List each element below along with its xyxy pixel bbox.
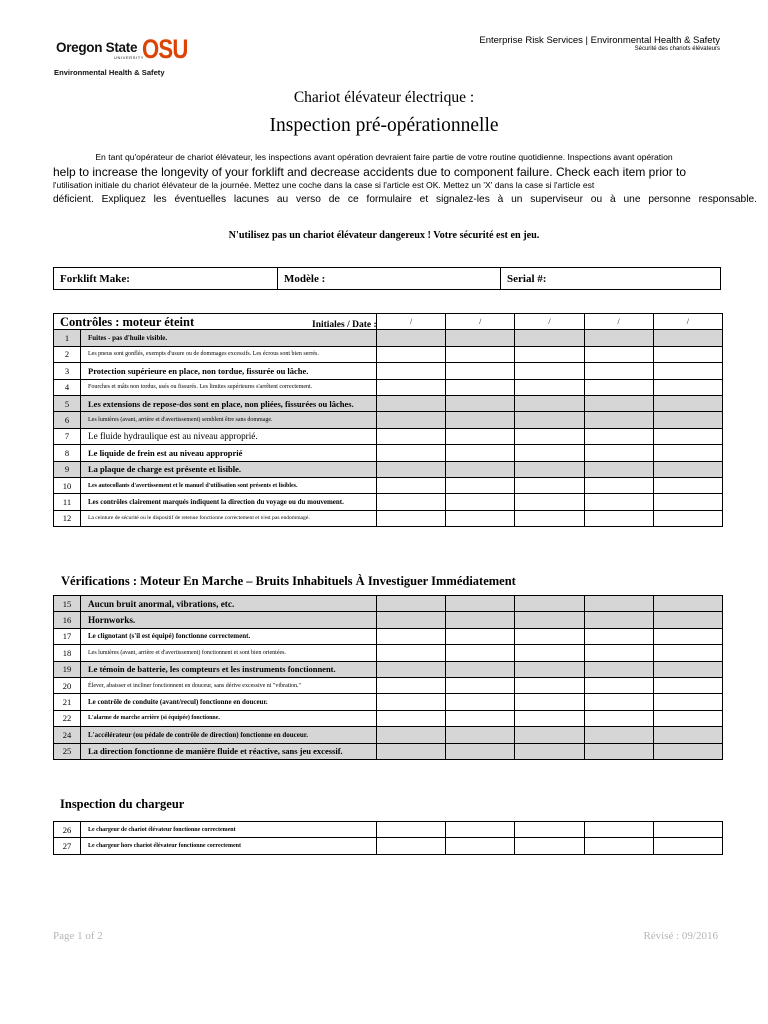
check-box[interactable]	[515, 428, 584, 444]
check-box[interactable]	[515, 363, 584, 379]
check-box[interactable]	[446, 727, 515, 743]
item-text: Les extensions de repose-dos sont en place, non pliées, fissurées ou lâches.	[81, 395, 377, 411]
check-box[interactable]	[377, 596, 446, 612]
logo-department: Environmental Health & Safety	[54, 68, 165, 77]
check-box[interactable]	[515, 661, 584, 677]
section-title-engine-off: Contrôles : moteur éteint	[60, 315, 195, 329]
check-box[interactable]	[377, 612, 446, 628]
check-box[interactable]	[584, 510, 653, 526]
check-box[interactable]	[515, 838, 584, 854]
check-box[interactable]	[377, 477, 446, 493]
checklist-row	[54, 445, 723, 461]
check-box[interactable]	[377, 727, 446, 743]
check-box[interactable]	[446, 445, 515, 461]
check-box[interactable]	[446, 838, 515, 854]
check-box[interactable]	[515, 596, 584, 612]
checklist-row	[54, 677, 723, 693]
check-box[interactable]	[653, 694, 722, 710]
check-box[interactable]	[377, 494, 446, 510]
check-box[interactable]	[653, 838, 722, 854]
item-number: 1	[54, 330, 81, 346]
check-box[interactable]	[446, 743, 515, 759]
item-number: 6	[54, 412, 81, 428]
item-text: Les pneus sont gonflés, exempts d'usure ou de dommages excessifs. Les écrous sont bien serrés.	[81, 346, 377, 362]
check-box[interactable]	[653, 612, 722, 628]
item-number: 20	[54, 677, 81, 693]
check-box[interactable]	[377, 445, 446, 461]
document-subtitle: Inspection pré-opérationnelle	[269, 115, 499, 136]
checklist-row	[54, 838, 723, 854]
forklift-info-box	[53, 267, 721, 290]
check-box[interactable]	[515, 477, 584, 493]
check-box[interactable]	[446, 363, 515, 379]
check-box[interactable]	[584, 612, 653, 628]
check-box[interactable]	[377, 743, 446, 759]
item-number: 21	[54, 694, 81, 710]
item-number: 9	[54, 461, 81, 477]
initials-date-cell[interactable]: /	[584, 314, 653, 330]
check-box[interactable]	[446, 628, 515, 644]
checklist-row	[54, 379, 723, 395]
item-number: 27	[54, 838, 81, 854]
check-box[interactable]	[446, 428, 515, 444]
check-box[interactable]	[446, 677, 515, 693]
check-box[interactable]	[515, 510, 584, 526]
check-box[interactable]	[515, 822, 584, 838]
check-box[interactable]	[377, 822, 446, 838]
check-box[interactable]	[584, 494, 653, 510]
check-box[interactable]	[377, 461, 446, 477]
check-box[interactable]	[515, 612, 584, 628]
check-box[interactable]	[446, 822, 515, 838]
safety-warning: N'utilisez pas un chariot élévateur dangereux ! Votre sécurité est en jeu.	[228, 230, 540, 241]
check-box[interactable]	[653, 727, 722, 743]
check-box[interactable]	[653, 363, 722, 379]
check-box[interactable]	[446, 645, 515, 661]
check-box[interactable]	[584, 596, 653, 612]
check-box[interactable]	[446, 477, 515, 493]
checklist-row	[54, 743, 723, 759]
check-box[interactable]	[584, 710, 653, 726]
item-number: 25	[54, 743, 81, 759]
checklist-row	[54, 477, 723, 493]
intro-line-4: déficient. Expliquez les éventuelles lacunes au verso de ce formulaire et signalez-les à un superviseur ou à une personne responsable.	[53, 194, 757, 205]
check-box[interactable]	[377, 379, 446, 395]
item-number: 26	[54, 822, 81, 838]
initials-date-cell[interactable]: /	[446, 314, 515, 330]
checklist-row	[54, 710, 723, 726]
check-box[interactable]	[515, 379, 584, 395]
logo-text: Oregon State	[56, 40, 138, 55]
check-box[interactable]	[653, 661, 722, 677]
osu-mark: OSU	[142, 34, 188, 64]
check-box[interactable]	[653, 494, 722, 510]
check-box[interactable]	[446, 346, 515, 362]
check-box[interactable]	[584, 822, 653, 838]
check-box[interactable]	[584, 661, 653, 677]
revision-date: Révisé : 09/2016	[643, 930, 718, 942]
checklist-row	[54, 822, 723, 838]
page-number: Page 1 of 2	[53, 930, 103, 942]
check-box[interactable]	[446, 612, 515, 628]
item-number: 24	[54, 727, 81, 743]
check-box[interactable]	[584, 428, 653, 444]
checklist-row	[54, 330, 723, 346]
check-box[interactable]	[515, 330, 584, 346]
check-box[interactable]	[377, 395, 446, 411]
charger-checklist	[53, 821, 723, 855]
check-box[interactable]	[377, 694, 446, 710]
item-number: 12	[54, 510, 81, 526]
initials-date-cell[interactable]: /	[515, 314, 584, 330]
checklist-row	[54, 395, 723, 411]
check-box[interactable]	[584, 461, 653, 477]
check-box[interactable]	[584, 346, 653, 362]
checklist-row	[54, 596, 723, 612]
check-box[interactable]	[446, 596, 515, 612]
check-box[interactable]	[515, 694, 584, 710]
item-text: Élever, abaisser et incliner fonctionnent en douceur, sans dérive excessive ni "vibration."	[81, 677, 377, 693]
item-number: 16	[54, 612, 81, 628]
check-box[interactable]	[446, 412, 515, 428]
item-text: La plaque de charge est présente et lisible.	[81, 461, 377, 477]
check-box[interactable]	[584, 445, 653, 461]
check-box[interactable]	[377, 628, 446, 644]
model-field[interactable]: Modèle :	[278, 268, 501, 289]
checklist-row	[54, 428, 723, 444]
check-box[interactable]	[446, 661, 515, 677]
check-box[interactable]	[653, 677, 722, 693]
check-box[interactable]	[377, 710, 446, 726]
check-box[interactable]	[515, 743, 584, 759]
item-text: Hornworks.	[81, 612, 377, 628]
item-number: 17	[54, 628, 81, 644]
check-box[interactable]	[584, 330, 653, 346]
intro-line-1: En tant qu'opérateur de chariot élévateur, les inspections avant opération devraient faire partie de votre routine quotidienne. Inspections avant opération	[95, 152, 673, 162]
check-box[interactable]	[584, 694, 653, 710]
check-box[interactable]	[584, 677, 653, 693]
engine-running-checklist	[53, 595, 723, 760]
initials-date-label: Initiales / Date :	[312, 320, 377, 330]
item-text: L'accélérateur (ou pédale de contrôle de direction) fonctionne en douceur.	[81, 727, 377, 743]
item-number: 22	[54, 710, 81, 726]
check-box[interactable]	[377, 510, 446, 526]
item-text: Les lumières (avant, arrière et d'avertissement) semblent être sans dommage.	[81, 412, 377, 428]
item-text: Aucun bruit anormal, vibrations, etc.	[81, 596, 377, 612]
check-box[interactable]	[653, 461, 722, 477]
check-box[interactable]	[515, 645, 584, 661]
item-text: Les lumières (avant, arrière et d'avertissement) fonctionnent et sont bien orientées.	[81, 645, 377, 661]
check-box[interactable]	[584, 727, 653, 743]
check-box[interactable]	[446, 461, 515, 477]
checklist-row	[54, 645, 723, 661]
item-number: 11	[54, 494, 81, 510]
initials-date-cell[interactable]: /	[653, 314, 722, 330]
check-box[interactable]	[377, 661, 446, 677]
check-box[interactable]	[377, 428, 446, 444]
osu-logo	[54, 34, 188, 80]
check-box[interactable]	[515, 346, 584, 362]
checklist-row	[54, 510, 723, 526]
check-box[interactable]	[515, 445, 584, 461]
check-box[interactable]	[515, 677, 584, 693]
item-text: Le chargeur hors chariot élévateur fonctionne correctement	[81, 838, 377, 854]
checklist-row	[54, 346, 723, 362]
item-number: 8	[54, 445, 81, 461]
check-box[interactable]	[653, 379, 722, 395]
check-box[interactable]	[515, 494, 584, 510]
check-box[interactable]	[653, 330, 722, 346]
check-box[interactable]	[446, 494, 515, 510]
check-box[interactable]	[446, 710, 515, 726]
forklift-make-field[interactable]: Forklift Make:	[54, 268, 278, 289]
initials-row	[54, 314, 723, 330]
check-box[interactable]	[653, 477, 722, 493]
check-box[interactable]	[584, 838, 653, 854]
intro-line-3: l'utilisation initiale du chariot élévateur de la journée. Mettez une coche dans la case si l'article est OK. Mettez un 'X' dans la case si l'article est	[53, 180, 595, 190]
check-box[interactable]	[446, 395, 515, 411]
check-box[interactable]	[653, 822, 722, 838]
section-title-engine-running: Vérifications : Moteur En Marche – Bruits Inhabituels À Investiguer Immédiatement	[61, 574, 516, 588]
item-text: Fuites - pas d'huile visible.	[81, 330, 377, 346]
engine-off-checklist	[53, 313, 723, 527]
item-text: L'alarme de marche arrière (si équipée) fonctionne.	[81, 710, 377, 726]
check-box[interactable]	[584, 379, 653, 395]
check-box[interactable]	[446, 330, 515, 346]
check-box[interactable]	[377, 677, 446, 693]
check-box[interactable]	[653, 645, 722, 661]
checklist-row	[54, 494, 723, 510]
check-box[interactable]	[515, 628, 584, 644]
check-box[interactable]	[515, 395, 584, 411]
check-box[interactable]	[377, 346, 446, 362]
serial-field[interactable]: Serial #:	[507, 273, 547, 285]
document-title: Chariot élévateur électrique :	[293, 89, 475, 106]
item-text: Le liquide de frein est au niveau approprié	[81, 445, 377, 461]
check-box[interactable]	[653, 445, 722, 461]
check-box[interactable]	[446, 694, 515, 710]
header-subtitle: Sécurité des chariots élévateurs	[634, 46, 720, 52]
check-box[interactable]	[653, 395, 722, 411]
checklist-row	[54, 461, 723, 477]
item-text: Les autocollants d'avertissement et le manuel d'utilisation sont présents et lisibles.	[81, 477, 377, 493]
check-box[interactable]	[515, 412, 584, 428]
checklist-row	[54, 363, 723, 379]
checklist-row	[54, 661, 723, 677]
check-box[interactable]	[584, 395, 653, 411]
check-box[interactable]	[653, 743, 722, 759]
check-box[interactable]	[377, 330, 446, 346]
item-text: Protection supérieure en place, non tordue, fissurée ou lâche.	[81, 363, 377, 379]
header-department: Enterprise Risk Services | Environmental Health & Safety	[479, 35, 720, 46]
check-box[interactable]	[515, 461, 584, 477]
item-number: 19	[54, 661, 81, 677]
item-number: 7	[54, 428, 81, 444]
check-box[interactable]	[584, 743, 653, 759]
check-box[interactable]	[584, 412, 653, 428]
check-box[interactable]	[377, 838, 446, 854]
check-box[interactable]	[653, 628, 722, 644]
item-text: Le fluide hydraulique est au niveau approprié.	[81, 428, 377, 444]
check-box[interactable]	[653, 710, 722, 726]
checklist-row	[54, 727, 723, 743]
item-text: Le chargeur de chariot élévateur fonctionne correctement	[81, 822, 377, 838]
check-box[interactable]	[584, 645, 653, 661]
check-box[interactable]	[515, 727, 584, 743]
check-box[interactable]	[653, 510, 722, 526]
check-box[interactable]	[584, 628, 653, 644]
item-text: Les contrôles clairement marqués indiquent la direction du voyage ou du mouvement.	[81, 494, 377, 510]
item-text: Le clignotant (s'il est équipé) fonctionne correctement.	[81, 628, 377, 644]
item-number: 4	[54, 379, 81, 395]
item-text: Le contrôle de conduite (avant/recul) fonctionne en douceur.	[81, 694, 377, 710]
item-number: 10	[54, 477, 81, 493]
item-number: 2	[54, 346, 81, 362]
check-box[interactable]	[653, 596, 722, 612]
check-box[interactable]	[377, 645, 446, 661]
item-text: La direction fonctionne de manière fluide et réactive, sans jeu excessif.	[81, 743, 377, 759]
check-box[interactable]	[653, 346, 722, 362]
check-box[interactable]	[584, 363, 653, 379]
item-number: 3	[54, 363, 81, 379]
checklist-row	[54, 628, 723, 644]
checklist-row	[54, 694, 723, 710]
check-box[interactable]	[446, 379, 515, 395]
section-title-charger: Inspection du chargeur	[60, 797, 185, 811]
item-number: 5	[54, 395, 81, 411]
intro-line-2: help to increase the longevity of your forklift and decrease accidents due to component failure. Check each item prior to	[53, 165, 687, 179]
check-box[interactable]	[377, 412, 446, 428]
check-box[interactable]	[653, 428, 722, 444]
check-box[interactable]	[515, 710, 584, 726]
check-box[interactable]	[584, 477, 653, 493]
check-box[interactable]	[377, 363, 446, 379]
item-text: La ceinture de sécurité ou le dispositif de retenue fonctionne correctement et n'est pas endommagé.	[81, 510, 377, 526]
check-box[interactable]	[446, 510, 515, 526]
item-text: Le témoin de batterie, les compteurs et les instruments fonctionnent.	[81, 661, 377, 677]
initials-date-cell[interactable]: /	[377, 314, 446, 330]
check-box[interactable]	[653, 412, 722, 428]
checklist-row	[54, 612, 723, 628]
checklist-row	[54, 412, 723, 428]
item-text: Fourches et mâts non tordus, usés ou fissurés. Les limites supérieures s'arrêtent correctement.	[81, 379, 377, 395]
logo-university: UNIVERSITY	[114, 55, 145, 60]
item-number: 15	[54, 596, 81, 612]
item-number: 18	[54, 645, 81, 661]
